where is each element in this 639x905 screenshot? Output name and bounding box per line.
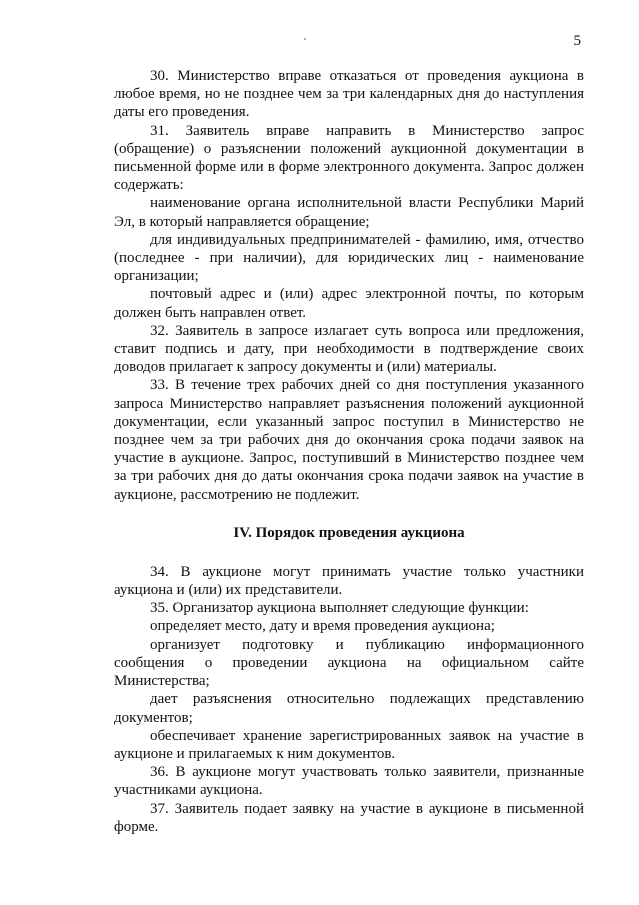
scan-speck	[304, 38, 306, 40]
paragraph-35-item-1: определяет место, дату и время проведения аукциона;	[150, 618, 495, 635]
page-number: 5	[573, 33, 581, 49]
paragraph-35-item-4: обеспечивает хранение зарегистрированных заявок на участие в аукционе и прилагаемых к ним документов.	[114, 727, 584, 762]
document-body	[114, 67, 584, 836]
paragraph-31-item-1: наименование органа исполнительной власти Республики Марий Эл, в который направляется обращение;	[114, 195, 584, 230]
paragraph-36: 36. В аукционе могут участвовать только заявители, признанные участниками аукциона.	[114, 764, 584, 799]
paragraph-33: 33. В течение трех рабочих дней со дня поступления указанного запроса Министерство направляет разъяснения положений аукционной документации, если указанный запрос поступил в Министерство не позднее чем за три рабочих дня до окончания срока подачи заявок на участие в аукционе. Запрос, поступивший в Министерство позднее чем за три рабочих дня до даты окончания срока подачи заявок на участие в аукционе, рассмотрению не подлежит.	[114, 377, 584, 503]
section-title: IV. Порядок проведения аукциона	[233, 524, 465, 541]
paragraph-31-item-2: для индивидуальных предпринимателей - фамилию, имя, отчество (последнее - при наличии), для юридических лиц - наименование организации;	[114, 231, 584, 285]
paragraph-31-item-3: почтовый адрес и (или) адрес электронной почты, по которым должен быть направлен ответ.	[114, 286, 584, 321]
paragraph-35-item-2: организует подготовку и публикацию информационного сообщения о проведении аукциона на официальном сайте Министерства;	[114, 636, 584, 690]
paragraph-30: 30. Министерство вправе отказаться от проведения аукциона в любое время, но не позднее чем за три календарных дня до наступления даты его проведения.	[114, 68, 584, 121]
paragraph-34: 34. В аукционе могут принимать участие только участники аукциона и (или) их представители.	[114, 563, 584, 599]
paragraph-32: 32. Заявитель в запросе излагает суть вопроса или предложения, ставит подпись и дату, при необходимости в подтверждение своих доводов прилагает к запросу документы и (или) материалы.	[114, 322, 584, 376]
paragraph-35-item-3: дает разъяснения относительно подлежащих представлению документов;	[114, 691, 584, 726]
paragraph-37: 37. Заявитель подает заявку на участие в аукционе в письменной форме.	[114, 800, 584, 835]
paragraph-31: 31. Заявитель вправе направить в Министерство запрос (обращение) о разъяснении положений аукционной документации в письменной форме или в форме электронного документа. Запрос должен содержать:	[114, 122, 584, 194]
paragraph-35: 35. Организатор аукциона выполняет следующие функции:	[150, 600, 529, 617]
